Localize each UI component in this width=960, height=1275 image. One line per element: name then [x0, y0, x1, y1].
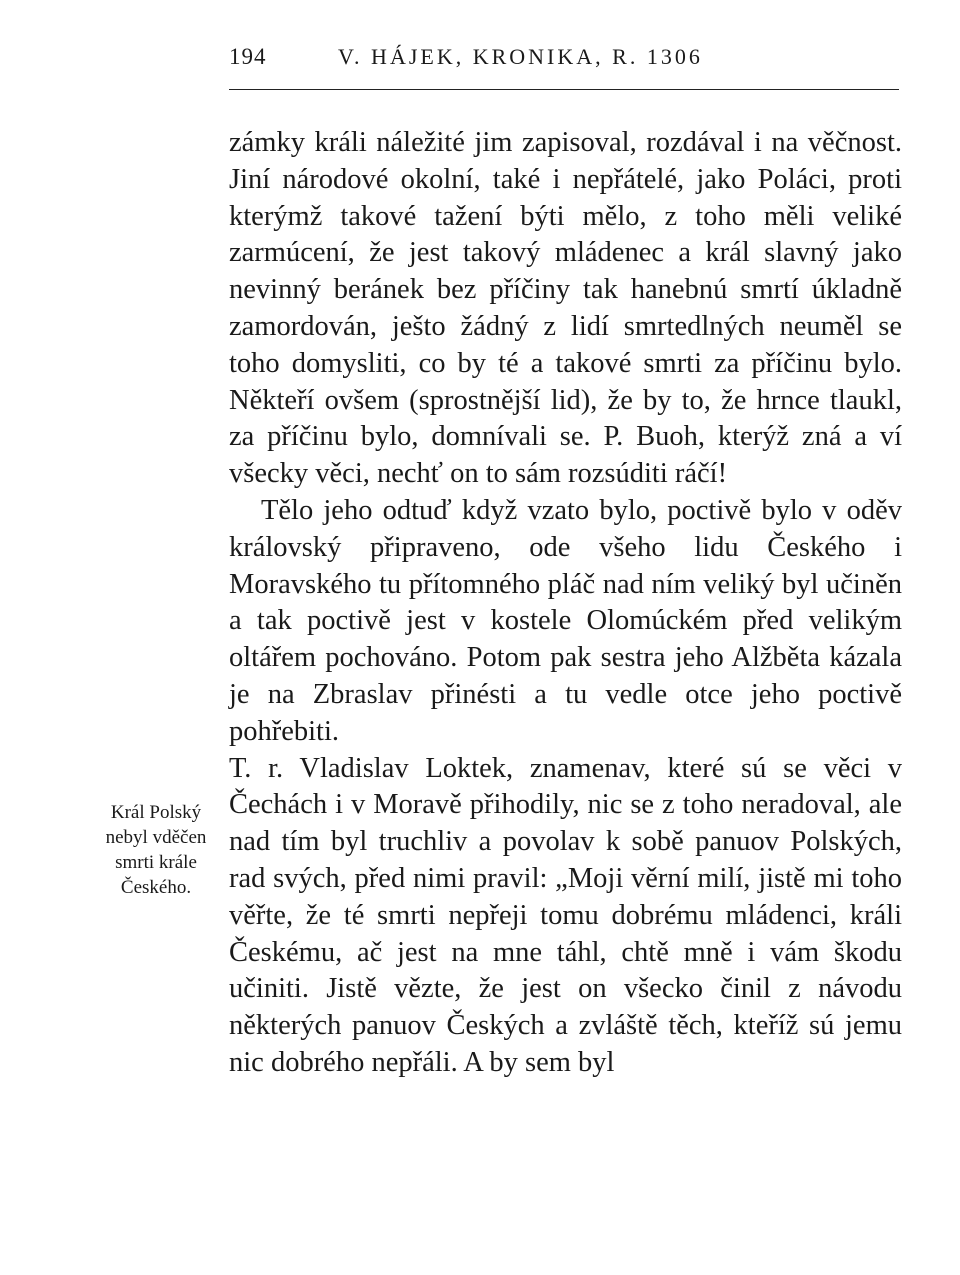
margin-note-line: Král Polský	[110, 802, 202, 823]
margin-note-line: Českého.	[120, 877, 192, 898]
paragraph-burial: Tělo jeho odtuď když vzato bylo, poctivě bylo v oděv královský připraveno, ode všeho lidu Českého i Moravského tu přítomného pláč nad ním veliký byl učiněn a tak poctivě jest v kostele Olomúckém před velikým oltářem pochováno. Potom pak sestra jeho Alžběta kázala je na Zbraslav přinésti a tu vedle otce jeho poctivě pohřebiti.	[229, 494, 902, 747]
running-title: V. HÁJEK, KRONIKA, R. 1306	[338, 44, 703, 69]
margin-note-line: smrti krále	[115, 852, 197, 873]
page-number: 194	[229, 44, 267, 69]
paragraph-vladislav: T. r. Vladislav Loktek, znamenav, které sú se věci v Čechách i v Moravě přihodily, nic se z toho neradoval, ale nad tím byl truchliv a povolav k sobě panuov Polských, rad svých, před nimi pravil: „Moji věrní milí, jistě mi toho věřte, že té smrti nepřeji tomu dobrému mládenci, králi Českému, ač jest na mne táhl, chtě mně i vám škodu učiniti. Jistě vězte, že jest on všecko činil z návodu některých panuov Českých a zvláště těch, kteříž sú jemu nic dobrého nepřáli. A by sem byl	[229, 752, 902, 1078]
paragraph-continuation: zámky králi náležité jim zapisoval, rozdával i na věčnost. Jiní národové okolní, také i nepřátelé, jako Poláci, proti kterýmž takové tažení býti mělo, z toho měli veliké zarmúcení, že jest takový mládenec a král slavný jako nevinný beránek bez příčiny tak hanebnú smrtí úkladně zamordován, ješto žádný z lidí smrtedlných neuměl se toho domysliti, co by té a takové smrti za příčinu bylo. Někteří ovšem (sprostnější lid), že by to, že hrnce tlaukl, za příčinu bylo, domnívali se. P. Buoh, kterýž zná a ví všecky věci, nechť on to sám rozsúditi ráčí!	[229, 127, 902, 490]
margin-note	[86, 800, 226, 900]
header-rule	[229, 89, 899, 90]
body-text	[229, 125, 902, 1082]
running-header	[229, 44, 899, 76]
margin-note-line: nebyl vděčen	[105, 827, 207, 848]
